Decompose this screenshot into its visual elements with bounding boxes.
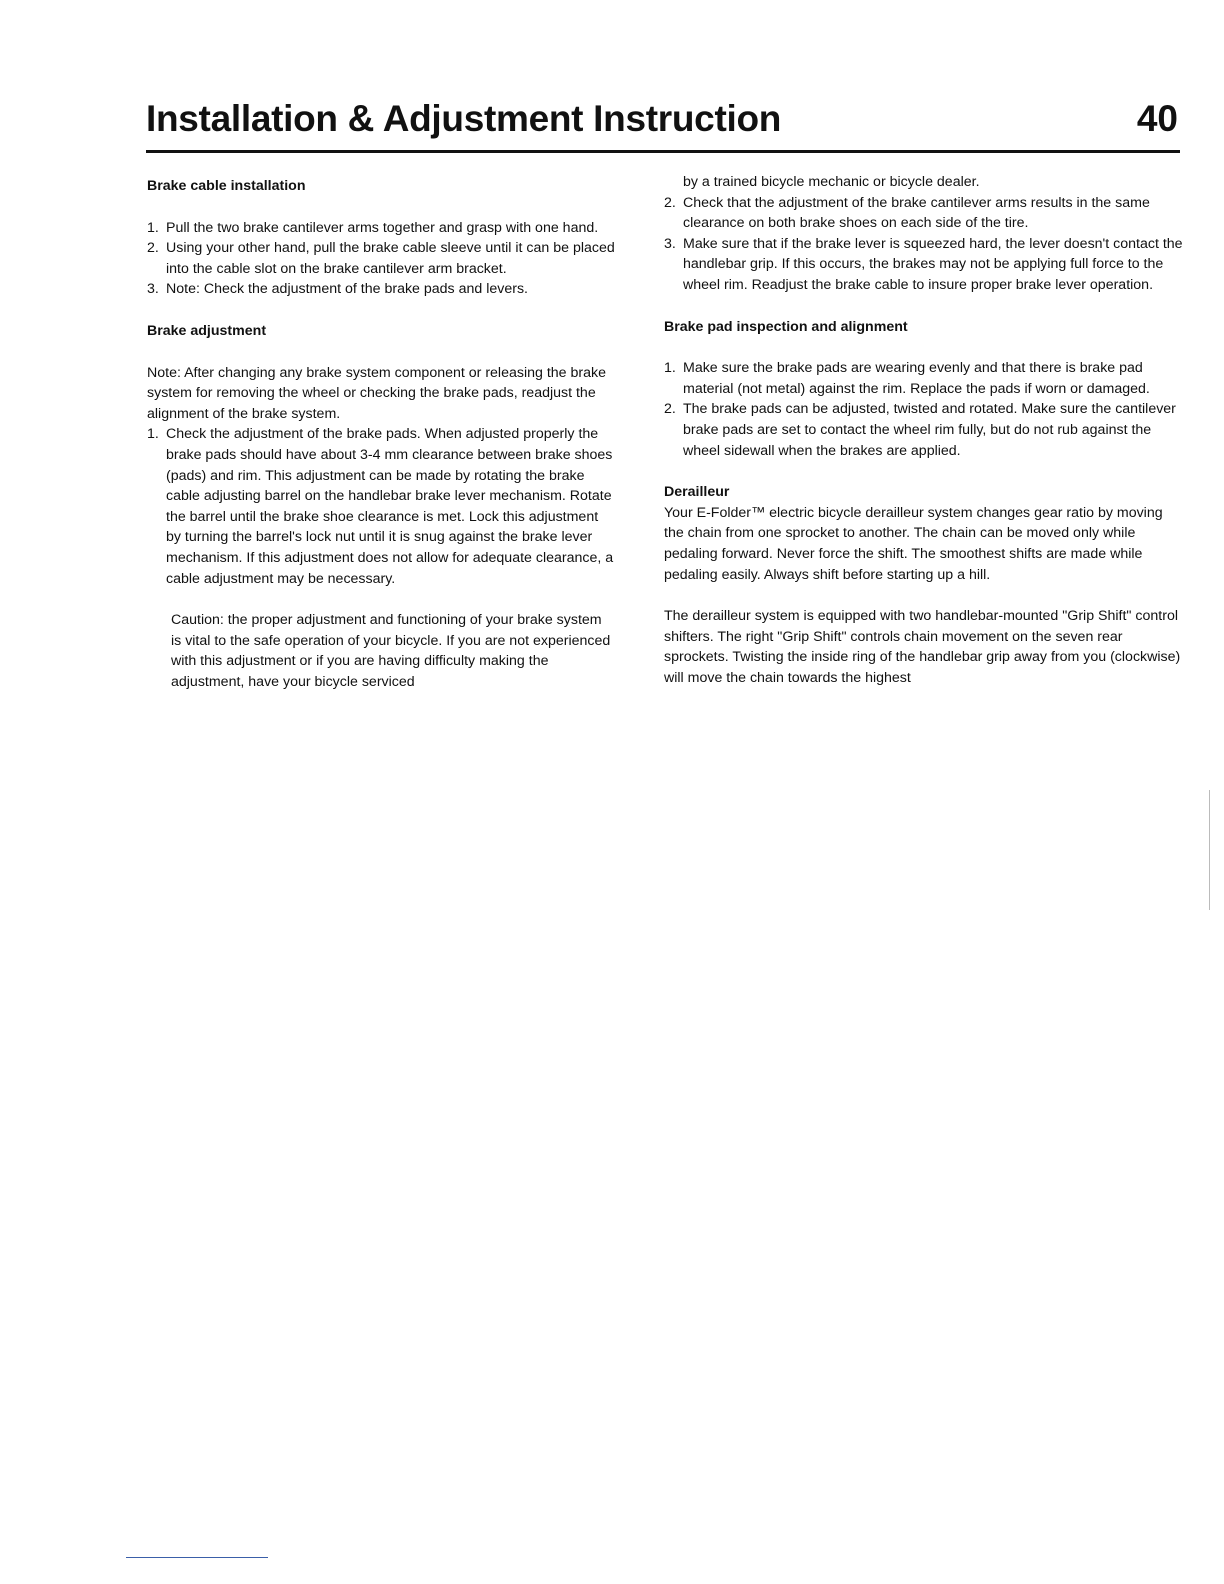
list-number: 2.: [664, 401, 676, 418]
list-text: Make sure the brake pads are wearing evenly and that there is brake pad material (not metal) against the rim. Replace the pads if worn or damaged.: [683, 360, 1150, 397]
caution-paragraph: Caution: the proper adjustment and functioning of your brake system is vital to the safe operation of your bicycle. If you are not experienced with this adjustment or if you are having difficulty making the adjustment, have your bicycle serviced: [171, 612, 611, 690]
section-heading: Derailleur: [664, 484, 730, 501]
list-number: 3.: [664, 235, 676, 252]
brake-adjustment-note: Note: After changing any brake system component or releasing the brake system for removing the wheel or checking the brake pads, readjust the alignment of the brake system.: [147, 364, 606, 422]
list-item: [147, 424, 615, 589]
section-heading: Brake cable installation: [147, 178, 306, 194]
brake-pad-inspection-list: [664, 358, 1184, 461]
list-number: 2.: [664, 194, 676, 211]
list-number: 1.: [147, 426, 159, 443]
derailleur-paragraph: Your E-Folder™ electric bicycle derailleur system changes gear ratio by moving the chain from one sprocket to another. The chain can be moved only while pedaling forward. Never force the shift. The smoothest shifts are made while pedaling easily. Always shift before starting up a hill.: [664, 504, 1163, 583]
list-item: [664, 358, 1184, 399]
list-text: Make sure that if the brake lever is squeezed hard, the lever doesn't contact the handlebar grip. If this occurs, the brakes may not be applying full force to the wheel rim. Readjust the brake cable to insure proper brake lever operation.: [683, 235, 1183, 293]
derailleur-section: [664, 482, 1184, 688]
brake-adjustment-list: [147, 424, 615, 589]
list-text: Using your other hand, pull the brake cable sleeve until it can be placed into the cable slot on the brake cantilever arm bracket.: [166, 240, 615, 277]
brake-adjustment-section: [147, 321, 615, 693]
section-heading: Brake pad inspection and alignment: [664, 318, 908, 335]
list-item: [147, 218, 615, 239]
bottom-rule: [126, 1557, 268, 1558]
list-text: Check that the adjustment of the brake cantilever arms results in the same clearance on both brake shoes on each side of the tire.: [683, 194, 1150, 232]
list-number: 3.: [147, 281, 159, 298]
brake-cable-installation-section: [147, 176, 615, 300]
continuation-text: by a trained bicycle mechanic or bicycle dealer.: [683, 174, 980, 190]
right-column: [664, 172, 1184, 688]
list-text: Note: Check the adjustment of the brake pads and levers.: [166, 281, 528, 298]
page-number: 40: [1136, 98, 1178, 139]
list-item: [147, 238, 615, 279]
list-number: 1.: [664, 360, 676, 377]
page-header: [146, 94, 1180, 153]
list-text: Pull the two brake cantilever arms together and grasp with one hand.: [166, 219, 599, 236]
list-item: [664, 234, 1184, 296]
page-title: Installation & Adjustment Instruction: [146, 98, 782, 139]
left-column: [147, 176, 615, 692]
brake-cable-installation-list: [147, 218, 615, 300]
derailleur-paragraph: The derailleur system is equipped with two handlebar-mounted "Grip Shift" control shifters. The right "Grip Shift" controls chain movement on the seven rear sprockets. Twisting the inside ring of the handlebar grip away from you (clockwise) will move the chain towards the highest: [664, 608, 1181, 686]
list-text: Check the adjustment of the brake pads. When adjusted properly the brake pads should have about 3-4 mm clearance between brake shoes (pads) and rim. This adjustment can be made by rotating the brake cable adjusting barrel on the handlebar brake lever mechanism. Rotate the barrel until the brake shoe clearance is met. Lock this adjustment by turning the barrel's lock nut until it is snug against the brake lever mechanism. If this adjustment does not allow for adequate clearance, a cable adjustment may be necessary.: [166, 426, 614, 587]
list-item: [147, 279, 615, 300]
section-heading: Brake adjustment: [147, 322, 267, 339]
scan-edge-mark: [1209, 790, 1210, 910]
list-item: [664, 399, 1184, 461]
list-text: The brake pads can be adjusted, twisted and rotated. Make sure the cantilever brake pads are set to contact the wheel rim fully, but do not rub against the wheel sidewall when the brakes are applied.: [683, 401, 1176, 459]
brake-pad-inspection-section: [664, 317, 1184, 462]
list-number: 2.: [147, 240, 159, 257]
list-item: [664, 193, 1184, 234]
brake-adjustment-list-continued: [664, 193, 1184, 296]
list-number: 1.: [147, 219, 159, 236]
